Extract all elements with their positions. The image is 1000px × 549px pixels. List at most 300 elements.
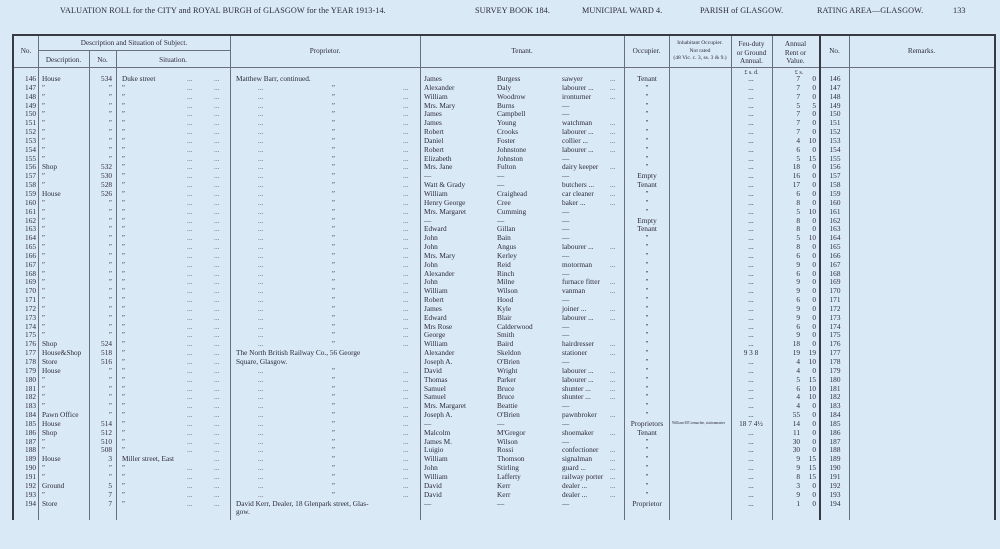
leader-dots: ...: [403, 197, 409, 207]
annual-value-shillings: 0: [812, 127, 816, 137]
feu-units: £ s. d.: [744, 70, 759, 76]
feu-duty: ...: [748, 171, 754, 181]
situation: ″: [122, 109, 126, 119]
subject-description: House: [42, 454, 61, 464]
leader-dots: ...: [403, 295, 409, 305]
occupier: ″: [645, 436, 649, 446]
proprietor-ditto: ″: [332, 339, 336, 349]
proprietor-ditto: ″: [332, 109, 336, 119]
tenant-first-name: Mrs. Mary: [424, 100, 456, 110]
leader-dots: ...: [403, 82, 409, 92]
leader-dots: ...: [258, 144, 264, 154]
leader-dots: ...: [187, 180, 193, 190]
street-number: ″: [108, 206, 112, 216]
proprietor-ditto: ″: [332, 100, 336, 110]
tenant-occupation: labourer ...: [562, 312, 594, 322]
leader-dots: ...: [258, 295, 264, 305]
row-number-right: 176: [829, 339, 841, 349]
leader-dots: ...: [187, 118, 193, 128]
row-number-right: 159: [829, 188, 841, 198]
street-number: ″: [108, 268, 112, 278]
street-number: 512: [101, 427, 112, 437]
annual-value-shillings: 15: [808, 471, 816, 481]
subject-description: ″: [42, 118, 46, 128]
leader-dots: ...: [214, 277, 220, 287]
subject-description: ″: [42, 259, 46, 269]
street-number: ″: [108, 82, 112, 92]
street-number: ″: [108, 303, 112, 313]
leader-dots: ...: [187, 215, 193, 225]
occupier: ″: [645, 463, 649, 473]
leader-dots: ...: [258, 100, 264, 110]
annual-value-shillings: 0: [812, 489, 816, 499]
row-number-right: 149: [829, 100, 841, 110]
tenant-occupation: —: [562, 321, 570, 331]
leader-dots: ...: [187, 348, 193, 358]
annual-value-shillings: 0: [812, 242, 816, 252]
leader-dots: ...: [258, 153, 264, 163]
tenant-occupation: watchman: [562, 118, 592, 128]
feu-duty: ...: [748, 277, 754, 287]
row-number-right: 187: [829, 436, 841, 446]
occupier: ″: [645, 303, 649, 313]
tenant-occupation: shunter ...: [562, 383, 591, 393]
subject-description: ″: [42, 268, 46, 278]
leader-dots: ...: [214, 250, 220, 260]
tenant-first-name: Elizabeth: [424, 153, 452, 163]
tenant-first-name: —: [424, 418, 432, 428]
annual-value-shillings: 0: [812, 82, 816, 92]
tenant-surname: Stirling: [497, 463, 519, 473]
header-feu-line: Feu-duty: [738, 40, 765, 48]
tenant-surname: —: [497, 171, 505, 181]
leader-dots: ...: [258, 215, 264, 225]
leader-dots: ...: [403, 118, 409, 128]
feu-duty: ...: [748, 498, 754, 508]
annual-value-shillings: 0: [812, 339, 816, 349]
annual-value-pounds: 4: [796, 392, 800, 402]
header-inhabitant-line: Inhabitant Occupier.: [677, 40, 723, 46]
leader-dots: ...: [258, 427, 264, 437]
leader-dots: ...: [214, 365, 220, 375]
situation: ″: [122, 436, 126, 446]
row-number: 177: [25, 348, 36, 358]
tenant-surname: Johnston: [497, 153, 523, 163]
leader-dots: ...: [403, 374, 409, 384]
row-number: 182: [25, 392, 36, 402]
header-annual-line: Annual: [784, 40, 807, 48]
row-number-right: 188: [829, 445, 841, 455]
row-number-right: 178: [829, 357, 841, 366]
leader-dots: ...: [214, 321, 220, 331]
annual-value-shillings: 0: [812, 312, 816, 322]
leader-dots: ...: [214, 427, 220, 437]
occupier: ″: [645, 153, 649, 163]
feu-duty: ...: [748, 242, 754, 252]
feu-duty: ...: [748, 410, 754, 420]
row-number-right: 155: [829, 153, 841, 163]
row-number: 147: [25, 82, 36, 92]
leader-dots: ...: [403, 383, 409, 393]
leader-dots: ...: [610, 277, 616, 287]
feu-duty: ...: [748, 401, 754, 411]
leader-dots: ...: [214, 401, 220, 411]
feu-duty: ...: [748, 197, 754, 207]
annual-value-pounds: 7: [796, 82, 800, 92]
row-number-right: 180: [829, 374, 841, 384]
tenant-occupation: shoemaker: [562, 427, 594, 437]
leader-dots: ...: [258, 410, 264, 420]
tenant-occupation: —: [562, 215, 570, 225]
leader-dots: ...: [187, 286, 193, 296]
feu-duty: ...: [748, 463, 754, 473]
occupier: ″: [645, 454, 649, 464]
leader-dots: ...: [187, 127, 193, 137]
leader-dots: ...: [214, 357, 220, 366]
row-number-right: 152: [829, 127, 841, 137]
street-number: ″: [108, 330, 112, 340]
tenant-first-name: Mrs. Jane: [424, 162, 453, 172]
tenant-occupation: —: [562, 250, 570, 260]
tenant-first-name: David: [424, 480, 442, 490]
tenant-surname: Cree: [497, 197, 511, 207]
tenant-surname: Smith: [497, 330, 515, 340]
subject-description: Store: [42, 357, 58, 366]
situation: ″: [122, 312, 126, 322]
occupier: ″: [645, 312, 649, 322]
desc-group-rule: [38, 50, 230, 51]
proprietor-ditto: ″: [332, 330, 336, 340]
rating-area: RATING AREA—GLASGOW.: [817, 6, 924, 15]
situation: ″: [122, 339, 126, 349]
tenant-first-name: Alexander: [424, 268, 455, 278]
annual-value-pounds: 6: [796, 321, 800, 331]
tenant-occupation: —: [562, 206, 570, 216]
feu-duty: ...: [748, 330, 754, 340]
row-number: 189: [25, 454, 36, 464]
row-number-right: 182: [829, 392, 841, 402]
row-number: 164: [25, 233, 36, 243]
leader-dots: ...: [403, 365, 409, 375]
leader-dots: ...: [403, 206, 409, 216]
leader-dots: ...: [187, 233, 193, 243]
situation: ″: [122, 277, 126, 287]
subject-description: House: [42, 365, 61, 375]
subject-description: ″: [42, 100, 46, 110]
annual-value-pounds: 9: [796, 286, 800, 296]
leader-dots: ...: [214, 197, 220, 207]
occupier: ″: [645, 91, 649, 101]
annual-value-pounds: 9: [796, 277, 800, 287]
street-number: 530: [101, 171, 112, 181]
proprietor-ditto: ″: [332, 277, 336, 287]
row-number: 155: [25, 153, 36, 163]
situation: ″: [122, 153, 126, 163]
leader-dots: ...: [258, 180, 264, 190]
occupier: Empty: [637, 215, 657, 225]
feu-duty: ...: [748, 153, 754, 163]
leader-dots: ...: [187, 418, 193, 428]
tenant-first-name: Thomas: [424, 374, 448, 384]
annual-value-pounds: 6: [796, 383, 800, 393]
tenant-first-name: James: [424, 118, 442, 128]
annual-value-pounds: 7: [796, 118, 800, 128]
occupier: ″: [645, 445, 649, 455]
subject-description: House: [42, 188, 61, 198]
subject-description: Pawn Office: [42, 410, 79, 420]
proprietor-ditto: ″: [332, 144, 336, 154]
leader-dots: ...: [258, 206, 264, 216]
proprietor: The North British Railway Co., 56 George: [236, 348, 361, 358]
header-inhabitant-line: Not rated: [689, 47, 711, 54]
tenant-occupation: ironturner: [562, 91, 592, 101]
occupier: ″: [645, 118, 649, 128]
tenant-occupation: dealer ...: [562, 489, 588, 499]
row-number: 154: [25, 144, 36, 154]
row-number: 156: [25, 162, 36, 172]
feu-duty: ...: [748, 233, 754, 243]
occupier: ″: [645, 144, 649, 154]
row-number: 175: [25, 330, 36, 340]
subject-description: ″: [42, 215, 46, 225]
feu-duty: ...: [748, 188, 754, 198]
situation: ″: [122, 498, 126, 508]
subject-description: ″: [42, 436, 46, 446]
leader-dots: ...: [403, 277, 409, 287]
annual-value-pounds: 7: [796, 74, 800, 83]
street-number: ″: [108, 215, 112, 225]
subject-description: Ground: [42, 480, 65, 490]
street-number: ″: [108, 153, 112, 163]
proprietor-ditto: ″: [332, 463, 336, 473]
leader-dots: ...: [610, 127, 616, 137]
situation: Miller street, East: [122, 454, 175, 464]
proprietor-ditto: ″: [332, 259, 336, 269]
row-number-right: 157: [829, 171, 841, 181]
feu-duty: ...: [748, 321, 754, 331]
street-number: 528: [101, 180, 112, 190]
row-number-right: 148: [829, 91, 841, 101]
street-number: ″: [108, 321, 112, 331]
subject-description: Store: [42, 498, 58, 508]
annual-value-shillings: 0: [812, 445, 816, 455]
situation: ″: [122, 303, 126, 313]
subject-description: ″: [42, 109, 46, 119]
leader-dots: ...: [403, 109, 409, 119]
street-number: ″: [108, 242, 112, 252]
tenant-first-name: John: [424, 259, 438, 269]
situation: ″: [122, 392, 126, 402]
tenant-occupation: —: [562, 498, 570, 508]
leader-dots: ...: [187, 188, 193, 198]
subject-description: ″: [42, 401, 46, 411]
header-tenant: Tenant.: [511, 47, 533, 55]
leader-dots: ...: [187, 339, 193, 349]
annual-value-pounds: 9: [796, 463, 800, 473]
tenant-first-name: Joseph A.: [424, 410, 453, 420]
header-occupier: Occupier.: [632, 47, 661, 55]
leader-dots: ...: [258, 330, 264, 340]
annual-value-pounds: 6: [796, 144, 800, 154]
occupier: ″: [645, 410, 649, 420]
occupier: ″: [645, 286, 649, 296]
tenant-surname: —: [497, 180, 505, 190]
proprietor-ditto: ″: [332, 383, 336, 393]
annual-value-pounds: 16: [792, 171, 800, 181]
row-number-right: 193: [829, 489, 841, 499]
row-number: 178: [25, 357, 36, 366]
header-annual-line: Rent or: [784, 48, 807, 57]
leader-dots: ...: [214, 489, 220, 499]
row-number: 187: [25, 436, 36, 446]
header-feu-line: Annual.: [740, 57, 763, 65]
street-number: ″: [108, 100, 112, 110]
leader-dots: ...: [258, 91, 264, 101]
leader-dots: ...: [187, 135, 193, 145]
row-number-right: 184: [829, 410, 841, 420]
leader-dots: ...: [403, 162, 409, 172]
leader-dots: ...: [610, 339, 616, 349]
occupier: ″: [645, 357, 649, 366]
annual-value-shillings: 0: [812, 401, 816, 411]
tenant-occupation: —: [562, 436, 570, 446]
annual-value-pounds: 8: [796, 197, 800, 207]
leader-dots: ...: [258, 401, 264, 411]
leader-dots: ...: [610, 312, 616, 322]
feu-duty: ...: [748, 489, 754, 499]
feu-duty: ...: [748, 268, 754, 278]
header-feu-duty: [731, 40, 772, 66]
street-number: ″: [108, 312, 112, 322]
leader-dots: ...: [214, 206, 220, 216]
feu-duty: ...: [748, 312, 754, 322]
leader-dots: ...: [258, 374, 264, 384]
row-number-right: 175: [829, 330, 841, 340]
annual-value-shillings: 0: [812, 303, 816, 313]
situation: ″: [122, 215, 126, 225]
occupier: ″: [645, 401, 649, 411]
feu-duty: ...: [748, 471, 754, 481]
row-number-right: 192: [829, 480, 841, 490]
row-number-right: 166: [829, 250, 841, 260]
leader-dots: ...: [258, 365, 264, 375]
annual-value-shillings: 0: [812, 259, 816, 269]
subject-description: ″: [42, 277, 46, 287]
row-number-right: 162: [829, 215, 841, 225]
situation: ″: [122, 365, 126, 375]
tenant-occupation: —: [562, 401, 570, 411]
tenant-surname: Beattie: [497, 401, 518, 411]
proprietor-ditto: ″: [332, 436, 336, 446]
leader-dots: ...: [610, 180, 616, 190]
annual-value-shillings: 0: [812, 330, 816, 340]
annual-value-shillings: 0: [812, 118, 816, 128]
leader-dots: ...: [403, 215, 409, 225]
leader-dots: ...: [403, 242, 409, 252]
tenant-surname: Burns: [497, 100, 515, 110]
feu-duty: ...: [748, 162, 754, 172]
leader-dots: ...: [187, 206, 193, 216]
leader-dots: ...: [258, 383, 264, 393]
row-number-right: 170: [829, 286, 841, 296]
situation: ″: [122, 445, 126, 455]
header-feu-line: or Ground: [736, 48, 767, 57]
row-number-right: 154: [829, 144, 841, 154]
feu-duty: ...: [748, 91, 754, 101]
row-number-right: 189: [829, 454, 841, 464]
subject-description: ″: [42, 127, 46, 137]
row-number-right: 147: [829, 82, 841, 92]
annual-value-shillings: 15: [808, 374, 816, 384]
annual-value-pounds: 30: [792, 436, 800, 446]
annual-value-pounds: 6: [796, 268, 800, 278]
annual-value-shillings: 5: [812, 100, 816, 110]
row-number-right: 160: [829, 197, 841, 207]
leader-dots: ...: [610, 383, 616, 393]
leader-dots: ...: [610, 286, 616, 296]
tenant-first-name: William: [424, 339, 448, 349]
tenant-surname: Bain: [497, 233, 511, 243]
tenant-occupation: motorman: [562, 259, 592, 269]
annual-value-shillings: 15: [808, 153, 816, 163]
annual-value-shillings: 15: [808, 463, 816, 473]
header-description-group: Description and Situation of Subject.: [80, 39, 188, 47]
leader-dots: ...: [610, 365, 616, 375]
row-number: 170: [25, 286, 36, 296]
tenant-surname: Bruce: [497, 392, 515, 402]
subject-description: House: [42, 418, 61, 428]
occupier: Empty: [637, 171, 657, 181]
tenant-occupation: sawyer: [562, 74, 583, 83]
feu-duty: ...: [748, 250, 754, 260]
row-number-right: 181: [829, 383, 841, 393]
annual-value-pounds: 17: [792, 180, 800, 190]
leader-dots: ...: [403, 454, 409, 464]
table-row: [0, 498, 1000, 517]
leader-dots: ...: [403, 259, 409, 269]
tenant-surname: Blair: [497, 312, 512, 322]
annual-value-pounds: 3: [796, 480, 800, 490]
occupier: ″: [645, 197, 649, 207]
row-number-right: 167: [829, 259, 841, 269]
street-number: 3: [108, 454, 112, 464]
proprietor-ditto: ″: [332, 171, 336, 181]
tenant-first-name: Samuel: [424, 383, 446, 393]
situation: ″: [122, 127, 126, 137]
feu-duty: ...: [748, 365, 754, 375]
row-number-right: 171: [829, 295, 841, 305]
tenant-occupation: —: [562, 171, 570, 181]
leader-dots: ...: [214, 259, 220, 269]
valuation-table-body: [0, 74, 1000, 517]
leader-dots: ...: [214, 153, 220, 163]
leader-dots: ...: [214, 339, 220, 349]
annual-value-pounds: 6: [796, 295, 800, 305]
tenant-first-name: Mrs. Mary: [424, 250, 456, 260]
occupier: ″: [645, 242, 649, 252]
leader-dots: ...: [214, 463, 220, 473]
row-number: 153: [25, 135, 36, 145]
street-number: 526: [101, 188, 112, 198]
tenant-occupation: —: [562, 153, 570, 163]
leader-dots: ...: [214, 118, 220, 128]
proprietor-ditto: ″: [332, 250, 336, 260]
tenant-surname: Kerr: [497, 480, 511, 490]
street-number: ″: [108, 463, 112, 473]
tenant-first-name: —: [424, 498, 432, 508]
proprietor-ditto: ″: [332, 82, 336, 92]
situation: ″: [122, 82, 126, 92]
